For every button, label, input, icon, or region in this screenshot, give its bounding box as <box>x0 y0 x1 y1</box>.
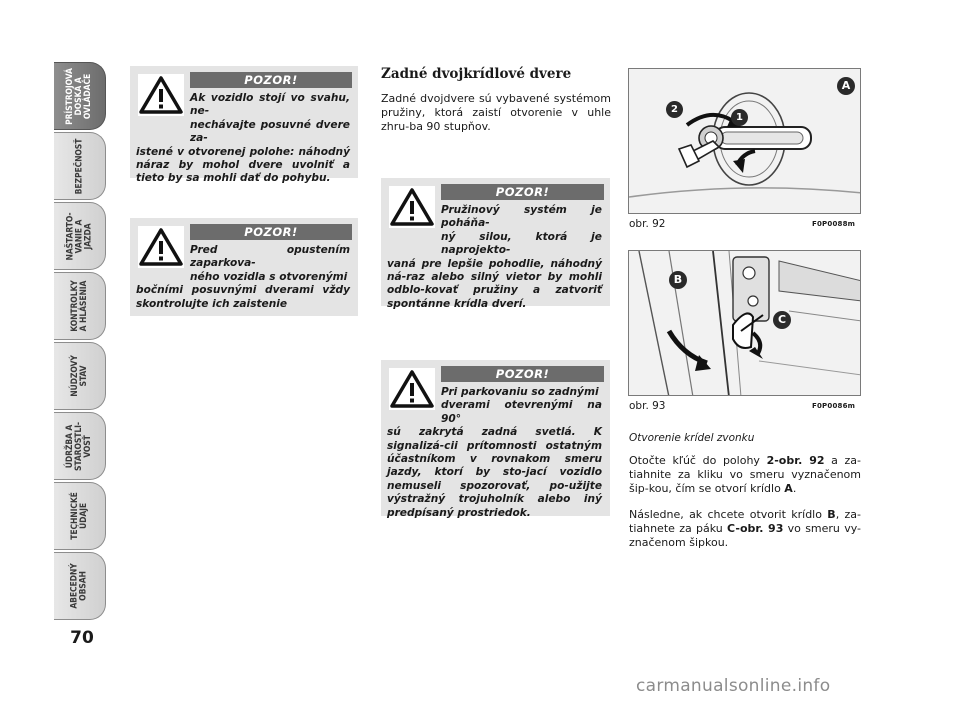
tab-abecedny-obsah[interactable] <box>54 552 106 620</box>
callout-2: 2 <box>666 101 683 118</box>
tab-pristrojova-doska[interactable] <box>54 62 106 130</box>
warning-text <box>387 204 602 311</box>
figure-92 <box>628 68 861 214</box>
warning-box-4 <box>381 360 610 519</box>
page-number: 70 <box>70 628 94 648</box>
tab-nudzovy-stav[interactable] <box>54 342 106 410</box>
callout-1: 1 <box>731 109 748 126</box>
tab-label: NAŠTARTO- VANIE A JAZDA <box>65 212 93 260</box>
figure-93-code: F0P0086m <box>812 402 856 410</box>
callout-a: A <box>837 77 855 95</box>
instruction-paragraph-1 <box>629 454 861 496</box>
warning-header: POZOR! <box>441 366 604 382</box>
instructions-subheading: Otvorenie krídel zvonku <box>629 432 755 444</box>
text: . <box>792 482 797 495</box>
callout-b: B <box>669 271 687 289</box>
figure-92-code: F0P0088m <box>812 220 856 228</box>
warning-text-lead: Pred opustením zaparkova- ného vozidla s otvorenými <box>190 244 350 283</box>
warning-text-lead: Pri parkovaniu so zadnými dverami otevrenými na 90° <box>441 386 602 425</box>
text-bold: A <box>784 482 793 495</box>
warning-text-rest: bočními posuvnými dverami vždy skontrolujte ich zaistenie <box>136 284 350 310</box>
warning-text <box>136 244 350 311</box>
text-bold: 2-obr. 92 <box>766 454 825 467</box>
callout-c: C <box>773 311 791 329</box>
warning-text-lead: Pružinový systém je poháňa- ný silou, ktorá je naprojekto- <box>441 204 602 257</box>
text: Následne, ak chcete otvorit krídlo <box>629 508 828 521</box>
warning-text <box>136 92 350 186</box>
text: Otočte kľúč do polohy <box>629 454 767 467</box>
tab-label: BEZPEČNOSŤ <box>74 138 85 194</box>
warning-text-rest: vaná pre lepšie pohodlie, náhodný ná-raz alebo silný vietor by mohli odblo-kovať pružiny a zatvoriť spontánne krídla dverí. <box>387 257 602 310</box>
tab-nastartovanie[interactable] <box>54 202 106 270</box>
warning-header: POZOR! <box>190 224 352 240</box>
tab-technicke-udaje[interactable] <box>54 482 106 550</box>
section-intro: Zadné dvojdvere sú vybavené systémom pružiny, ktorá zaistí otvorenie v uhle zhru-ba 90 stupňov. <box>381 92 611 133</box>
tab-label: TECHNICKÉ ÚDAJE <box>69 492 89 540</box>
text: vo smeru vy-značenom šipkou. <box>629 522 862 549</box>
warning-text-lead: Ak vozidlo stojí vo svahu, ne- nechávajte posuvné dvere za- <box>190 92 350 145</box>
tab-udrzba[interactable] <box>54 412 106 480</box>
figure-93 <box>628 250 861 396</box>
figure-93-caption: obr. 93 <box>629 400 666 412</box>
door-handle-illustration <box>629 69 861 214</box>
tab-label: NÚDZOVÝ STAV <box>69 355 89 397</box>
warning-text <box>387 386 602 520</box>
text: , za-tiahnete za páku <box>629 508 861 535</box>
warning-header: POZOR! <box>441 184 604 200</box>
tab-bezpecnost[interactable] <box>54 132 106 200</box>
warning-text-rest: sú zakrytá zadná svetlá. K signalizá-cii prítomnosti ostatným účastníkom v rovnakom smeru jazdy, ktorí by sto-jací vozidlo nemuseli spozorovať, po-užijte výstražný trojuholník alebo iný predpísaný prostriedok. <box>387 426 602 519</box>
tab-label: ABECEDNÝ OBSAH <box>69 563 89 609</box>
warning-text-rest: istené v otvorenej polohe: náhodný náraz by mohol dvere uvolniť a tieto by sa mohli dať do pohybu. <box>136 145 350 185</box>
text-bold: C-obr. 93 <box>727 522 784 535</box>
section-title: Zadné dvojkrídlové dvere <box>381 66 572 82</box>
warning-box-1 <box>130 66 358 185</box>
warning-box-2 <box>130 218 358 316</box>
tab-label: PRÍSTROJOVÁ DOSKA A OVLÁDAČE <box>65 67 94 125</box>
tab-kontrolky[interactable] <box>54 272 106 340</box>
warning-header: POZOR! <box>190 72 352 88</box>
door-lever-illustration <box>629 251 861 396</box>
tab-label: ÚDRŽBA A STAROSTLI- VOSŤ <box>65 421 93 471</box>
text: a za-tiahnite za kliku vo smeru vyznačenom šip-kou, čím se otvorí krídlo <box>629 454 862 495</box>
instruction-paragraph-2 <box>629 508 861 550</box>
figure-92-caption: obr. 92 <box>629 218 666 230</box>
watermark: carmanualsonline.info <box>636 676 831 696</box>
tab-label: KONTROLKY A HLÁSENIA <box>69 280 89 332</box>
warning-box-3 <box>381 178 610 310</box>
text-bold: B <box>827 508 836 521</box>
